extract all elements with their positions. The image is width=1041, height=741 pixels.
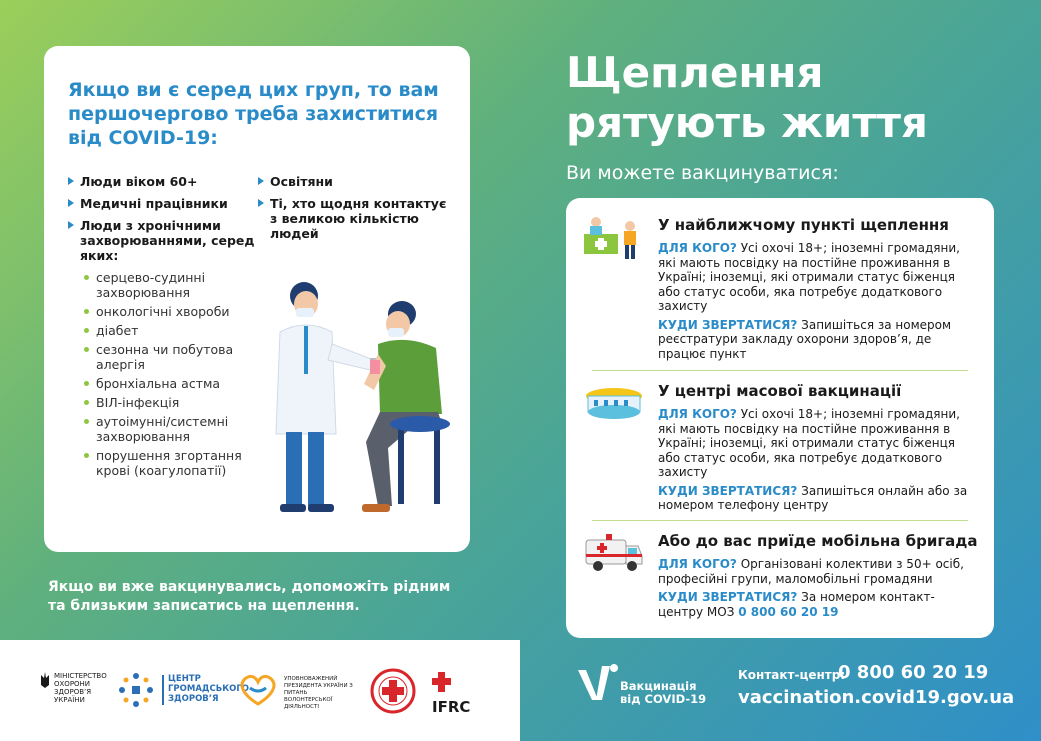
list-item: аутоімунні/системні захворювання <box>84 414 266 444</box>
list-item: бронхіальна астма <box>84 376 266 391</box>
dot-bullet-icon <box>84 309 89 314</box>
dot-bullet-icon <box>84 419 89 424</box>
heart-hands-icon <box>238 674 278 706</box>
priority-groups-card <box>44 46 470 552</box>
section-nearest-point <box>658 216 978 365</box>
dot-bullet-icon <box>84 347 89 352</box>
triangle-bullet-icon <box>258 177 264 185</box>
list-item: онкологічні хвороби <box>84 304 266 319</box>
contact-center-phone[interactable]: 0 800 60 20 19 <box>838 662 989 683</box>
partner-logos-bar: МІНІСТЕРСТВО ОХОРОНИ ЗДОРОВ’Я УКРАЇНИ ЦЕНТР ГРОМАДСЬКОГО ЗДОРОВ’Я УПОВНОВАЖЕНИЙ ПРЕЗИДЕНТА УКРАЇНИ З ПИТАНЬ ВОЛОНТЕРСЬКОЇ ДІЯЛЬНОСТІ IFRC <box>0 640 520 741</box>
dot-bullet-icon <box>84 453 89 458</box>
list-item: серцево-судинні захворювання <box>84 270 266 300</box>
vaccination-point-icon <box>584 212 644 262</box>
contact-center-label: Контакт-центр: <box>738 668 846 682</box>
call-to-action-text: Якщо ви вже вакцинувались, допоможіть рідним та близьким записатись на щеплення. <box>48 579 451 614</box>
triangle-bullet-icon <box>68 221 74 229</box>
list-item: порушення згортання крові (коагулопатії) <box>84 448 266 478</box>
logo-red-cross <box>370 668 416 714</box>
priority-groups-column-1 <box>66 174 266 482</box>
chronic-diseases-list <box>66 270 266 478</box>
dot-bullet-icon <box>84 381 89 386</box>
section-where: КУДИ ЗВЕРТАТИСЯ? Запишіться за номером реєстратури закладу охорони здоров’я, де працює пункт <box>658 317 952 361</box>
section-divider <box>592 370 968 371</box>
list-item: сезонна чи побутова алергія <box>84 342 266 372</box>
vaccination-website-link[interactable]: vaccination.covid19.gov.ua <box>738 687 1015 708</box>
group-item-medical: Медичні працівники <box>66 196 266 211</box>
section-title: У центрі масової вакцинації <box>658 382 902 400</box>
section-where: КУДИ ЗВЕРТАТИСЯ? За номером контакт-центру МОЗ 0 800 60 20 19 <box>658 590 935 619</box>
vaccination-logo-text: Вакцинація від COVID-19 <box>620 679 707 706</box>
stadium-icon <box>584 378 644 428</box>
section-where: КУДИ ЗВЕРТАТИСЯ? Запишіться онлайн або за номером телефону центру <box>658 483 968 512</box>
dot-bullet-icon <box>84 328 89 333</box>
section-who: ДЛЯ КОГО? Усі охочі 18+; іноземні громадяни, які мають посвідку на постійне проживання в Україні; іноземці, які отримали статус біженця або статус особи, яка потребує додаткового захисту <box>658 407 960 479</box>
dot-bullet-icon <box>84 275 89 280</box>
priority-groups-column-2 <box>256 174 456 248</box>
dot-bullet-icon <box>84 400 89 405</box>
hero-title: Щеплення рятують життя <box>566 48 928 147</box>
cross-crescent-icon <box>432 670 478 694</box>
section-who: ДЛЯ КОГО? Усі охочі 18+; іноземні громадяни, які мають посвідку на постійне проживання в Україні; іноземці, які отримали статус біженця або статус особи, яка потребує додаткового захисту <box>658 241 960 313</box>
triangle-bullet-icon <box>258 199 264 207</box>
logo-ifrc: IFRC <box>432 670 482 716</box>
list-item: ВІЛ-інфекція <box>84 395 266 410</box>
group-item-chronic: Люди з хронічними захворюваннями, серед яких: <box>66 218 266 263</box>
group-item-contacts: Ті, хто щодня контактує з великою кількістю людей <box>256 196 456 241</box>
section-title: Або до вас приїде мобільна бригада <box>658 532 978 550</box>
vaccination-illustration <box>266 274 462 528</box>
section-divider <box>592 520 968 521</box>
ambulance-icon <box>584 528 644 578</box>
moz-phone-link[interactable]: 0 800 60 20 19 <box>738 604 839 619</box>
cgz-emblem-icon <box>116 670 156 710</box>
group-item-teachers: Освітяни <box>256 174 456 189</box>
triangle-bullet-icon <box>68 199 74 207</box>
red-cross-icon <box>370 668 416 714</box>
triangle-bullet-icon <box>68 177 74 185</box>
group-item-60plus: Люди віком 60+ <box>66 174 266 189</box>
trident-icon <box>40 672 50 688</box>
section-mobile-team <box>658 532 978 623</box>
priority-groups-title: Якщо ви є серед цих груп, то вам першочергово треба захиститися від COVID-19: <box>68 79 439 149</box>
section-title: У найближчому пункті щеплення <box>658 216 949 234</box>
section-mass-center <box>658 382 978 517</box>
vaccination-options-card <box>566 198 994 638</box>
list-item: діабет <box>84 323 266 338</box>
vaccination-logo-icon <box>574 662 622 704</box>
section-who: ДЛЯ КОГО? Організовані колективи з 50+ осіб, професійні групи, маломобільні громадяни <box>658 557 964 586</box>
hero-subtitle: Ви можете вакцинуватися: <box>566 162 839 184</box>
